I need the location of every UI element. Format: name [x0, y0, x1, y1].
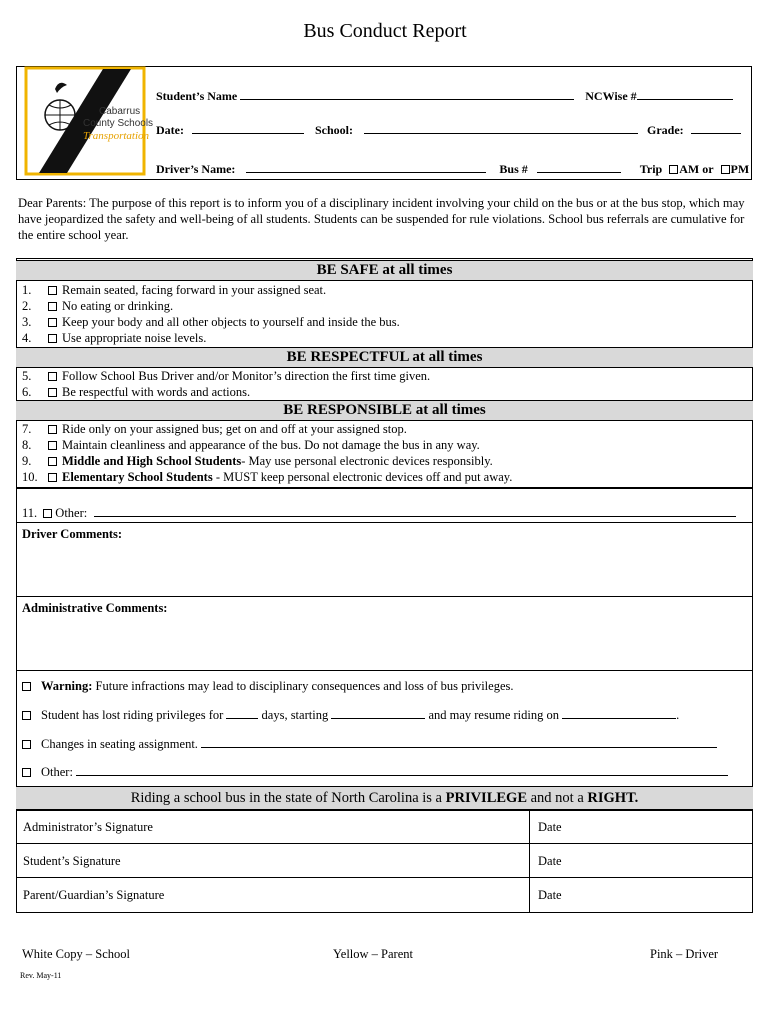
- driver-name-label: Driver’s Name:: [156, 162, 236, 176]
- rule-other-field[interactable]: [94, 505, 736, 517]
- rule-checkbox[interactable]: [48, 302, 57, 311]
- rule-item: 10. Elementary School Students - MUST keep personal electronic devices off and put away.: [22, 470, 513, 484]
- student-name-row: [156, 88, 733, 104]
- pink-copy-label: Pink – Driver: [650, 947, 719, 961]
- lost-privileges-option: Student has lost riding privileges for days, starting and may resume riding on .: [22, 707, 679, 723]
- school-label: School:: [314, 123, 353, 137]
- trip-label: Trip: [639, 162, 663, 176]
- svg-text:County Schools: County Schools: [83, 118, 154, 129]
- rule-checkbox[interactable]: [48, 473, 57, 482]
- comments-box: [16, 488, 753, 811]
- rule-item: 8. Maintain cleanliness and appearance of the bus. Do not damage the bus in any way.: [22, 438, 480, 452]
- date-school-row: [156, 122, 741, 138]
- ncwise-field[interactable]: [637, 88, 733, 100]
- signature-row-parent[interactable]: Parent/Guardian’s Signature Date: [23, 888, 562, 902]
- trip-pm-label: PM: [730, 162, 750, 176]
- other-option-field[interactable]: [76, 764, 728, 776]
- warning-option: Warning: Future infractions may lead to disciplinary consequences and loss of bus privileges.: [22, 679, 514, 694]
- privilege-banner: Riding a school bus in the state of North Carolina is a PRIVILEGE and not a RIGHT.: [16, 786, 753, 810]
- signature-row-administrator[interactable]: Administrator’s Signature Date: [17, 810, 752, 844]
- rule-item: 2. No eating or drinking.: [22, 299, 174, 313]
- student-name-label: Student’s Name: [156, 89, 238, 103]
- lost-days-field[interactable]: [226, 707, 258, 719]
- driver-name-field[interactable]: [246, 161, 486, 173]
- lost-privileges-checkbox[interactable]: [22, 711, 31, 720]
- divider: [16, 670, 753, 671]
- lost-start-field[interactable]: [331, 707, 425, 719]
- rule-checkbox[interactable]: [48, 286, 57, 295]
- yellow-copy-label: Yellow – Parent: [333, 947, 413, 961]
- warning-checkbox[interactable]: [22, 682, 31, 691]
- rule-checkbox[interactable]: [48, 372, 57, 381]
- trip-am-checkbox[interactable]: [669, 165, 678, 174]
- intro-paragraph: Dear Parents: The purpose of this report is to inform you of a disciplinary incident involving your child on the bus or at the bus stop, which may have jeopardized the safety and well-being of all students. Students can be suspended for rule violations. School bus referrals are cumulative for the entire school year.: [18, 196, 745, 242]
- driver-row: [156, 161, 749, 177]
- grade-label: Grade:: [647, 123, 684, 137]
- trip-am-label: AM or: [679, 162, 714, 176]
- rule-checkbox[interactable]: [48, 388, 57, 397]
- rule-other-number: 11.: [22, 506, 38, 520]
- student-name-field[interactable]: [240, 88, 574, 100]
- seating-field[interactable]: [201, 736, 717, 748]
- rule-checkbox[interactable]: [48, 318, 57, 327]
- rule-item: 4. Use appropriate noise levels.: [22, 331, 207, 345]
- rule-item: 3. Keep your body and all other objects to yourself and inside the bus.: [22, 315, 400, 329]
- grade-field[interactable]: [691, 122, 741, 134]
- rule-item: 1. Remain seated, facing forward in your assigned seat.: [22, 283, 327, 297]
- rule-other-label: Other:: [55, 506, 88, 520]
- date-label: Date:: [156, 123, 184, 137]
- rule-other-checkbox[interactable]: [43, 509, 52, 518]
- bus-number-field[interactable]: [537, 161, 621, 173]
- rule-item: 7. Ride only on your assigned bus; get on and off at your assigned stop.: [22, 422, 407, 436]
- signature-table: [16, 810, 753, 913]
- rule-checkbox[interactable]: [48, 334, 57, 343]
- signature-row-student[interactable]: Student’s Signature Date: [17, 844, 752, 878]
- administrative-comments-label: Administrative Comments:: [22, 601, 168, 615]
- white-copy-label: White Copy – School: [22, 947, 130, 961]
- seating-checkbox[interactable]: [22, 740, 31, 749]
- revision-label: Rev. May-11: [20, 971, 62, 980]
- trip-pm-checkbox[interactable]: [721, 165, 730, 174]
- svg-text:Transportation: Transportation: [83, 130, 150, 142]
- section-be-responsible-heading: BE RESPONSIBLE at all times: [16, 400, 753, 421]
- ncwise-label: NCWise #: [585, 89, 637, 103]
- rule-item: 9. Middle and High School Students- May use personal electronic devices responsibly.: [22, 454, 493, 468]
- section-be-respectful-heading: BE RESPECTFUL at all times: [16, 347, 753, 368]
- section-be-safe-heading: BE SAFE at all times: [16, 260, 753, 281]
- seating-option: Changes in seating assignment.: [22, 736, 717, 752]
- page-title: Bus Conduct Report: [303, 20, 467, 42]
- driver-comments-label: Driver Comments:: [22, 527, 123, 541]
- school-field[interactable]: [364, 122, 638, 134]
- rule-other-row: [22, 505, 736, 521]
- divider: [16, 596, 753, 597]
- other-option-checkbox[interactable]: [22, 768, 31, 777]
- rule-checkbox[interactable]: [48, 425, 57, 434]
- rule-checkbox[interactable]: [48, 457, 57, 466]
- rule-item: 6. Be respectful with words and actions.: [22, 385, 251, 399]
- date-field[interactable]: [192, 122, 304, 134]
- rule-item: 5. Follow School Bus Driver and/or Monitor’s direction the first time given.: [22, 369, 431, 383]
- other-option: Other:: [22, 764, 728, 780]
- resume-date-field[interactable]: [562, 707, 676, 719]
- bus-number-label: Bus #: [499, 162, 528, 176]
- svg-text:Cabarrus: Cabarrus: [99, 106, 141, 117]
- cabarrus-schools-logo: [25, 67, 154, 175]
- rule-checkbox[interactable]: [48, 441, 57, 450]
- divider: [16, 522, 753, 523]
